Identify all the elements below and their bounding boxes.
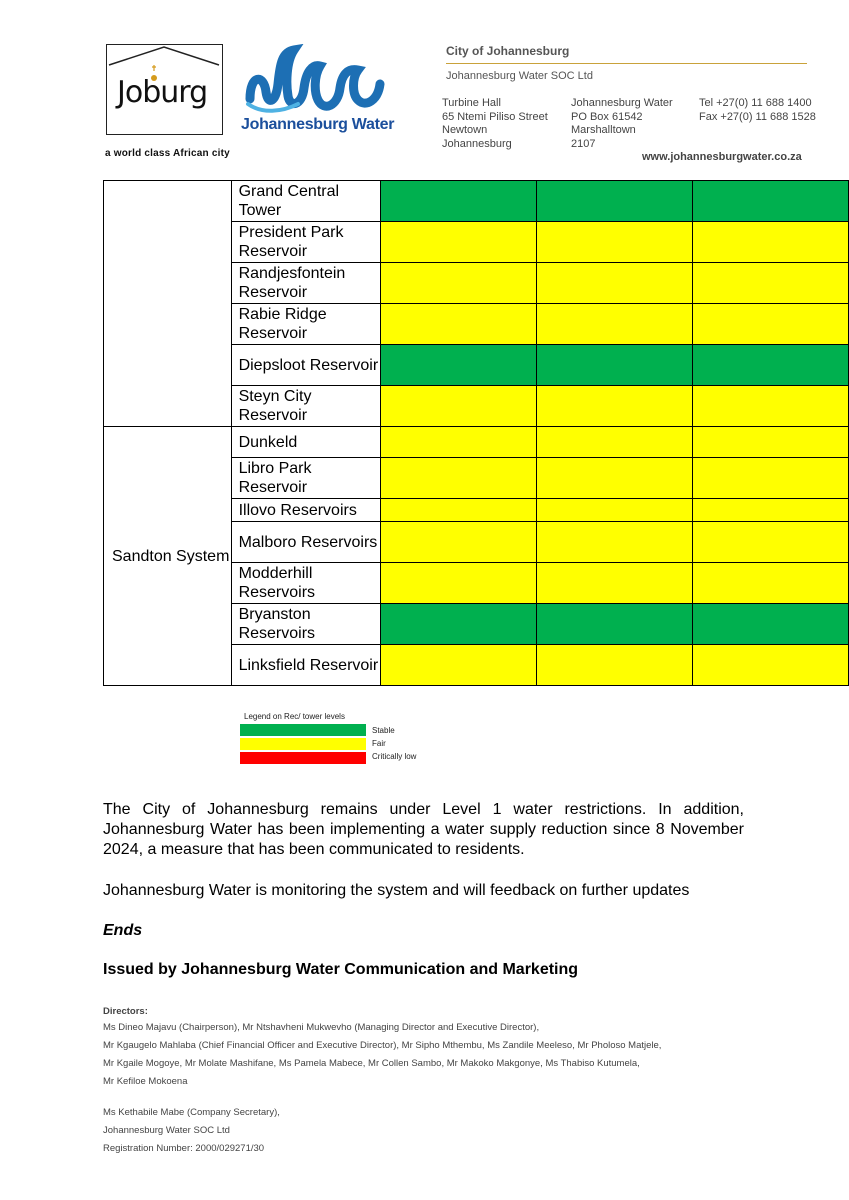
system-name-cell: Sandton System (104, 427, 232, 686)
level-cell-fair (537, 427, 693, 458)
telephone: Tel +27(0) 11 688 1400 (699, 97, 812, 109)
level-cell-fair (693, 222, 849, 263)
city-name: City of Johannesburg (446, 44, 570, 58)
level-cell-stable (537, 604, 693, 645)
directors-title: Directors: (103, 1006, 148, 1017)
level-cell-fair (693, 427, 849, 458)
level-cell-fair (693, 304, 849, 345)
site-name-cell: Modderhill Reservoirs (231, 563, 381, 604)
joburg-logo (106, 44, 223, 135)
level-cell-stable (693, 604, 849, 645)
contact-numbers (699, 97, 816, 124)
legend-label-critical: Critically low (372, 752, 417, 761)
directors-line: Mr Kgaile Mogoye, Mr Molate Mashifane, Ms Pamela Mabece, Mr Collen Sambo, Mr Makoko Makgonye, Ms Thabiso Kutumela, (103, 1058, 640, 1069)
reservoir-levels-table (103, 180, 849, 686)
site-name-cell: Steyn City Reservoir (231, 386, 381, 427)
company-secretary-block (103, 1104, 280, 1158)
directors-line: Ms Dineo Majavu (Chairperson), Mr Ntshavheni Mukwevho (Managing Director and Executive Director), (103, 1022, 540, 1033)
level-cell-fair (381, 427, 537, 458)
issued-by: Issued by Johannesburg Water Communication and Marketing (103, 961, 579, 978)
level-cell-fair (693, 563, 849, 604)
level-cell-fair (537, 263, 693, 304)
level-cell-fair (693, 499, 849, 522)
secretary-line: Johannesburg Water SOC Ltd (103, 1125, 230, 1136)
site-name-cell: President Park Reservoir (231, 222, 381, 263)
level-cell-fair (381, 263, 537, 304)
legend-label-fair: Fair (372, 739, 386, 748)
level-cell-fair (693, 263, 849, 304)
fax: Fax +27(0) 11 688 1528 (699, 110, 816, 123)
table-row (104, 427, 849, 458)
level-cell-stable (537, 345, 693, 386)
level-cell-fair (693, 522, 849, 563)
level-cell-fair (381, 222, 537, 263)
level-cell-stable (537, 181, 693, 222)
address-line: Johannesburg (442, 137, 512, 150)
postal-address (571, 97, 673, 151)
level-cell-fair (693, 386, 849, 427)
joburg-tagline: a world class African city (105, 148, 230, 159)
site-name-cell: Grand Central Tower (231, 181, 381, 222)
site-name-cell: Libro Park Reservoir (231, 458, 381, 499)
level-cell-fair (537, 458, 693, 499)
site-name-cell: Malboro Reservoirs (231, 522, 381, 563)
level-cell-fair (381, 499, 537, 522)
address-line: PO Box 61542 (571, 110, 643, 123)
level-cell-fair (537, 222, 693, 263)
registration-number: Registration Number: 2000/029271/30 (103, 1143, 265, 1154)
directors-line: Mr Kefiloe Mokoena (103, 1076, 188, 1087)
level-cell-fair (381, 458, 537, 499)
legend-swatch-fair (240, 738, 366, 750)
company-name: Johannesburg Water SOC Ltd (446, 70, 593, 82)
restrictions-paragraph: The City of Johannesburg remains under Level 1 water restrictions. In addition, Johannesburg Water has been implementing a water supply reduction since 8 November 2024, a measure that has been communicated to residents. (103, 801, 744, 858)
level-cell-fair (381, 645, 537, 686)
address-line: Marshalltown (571, 124, 636, 136)
legend-title: Legend on Rec/ tower levels (244, 712, 345, 721)
legend-swatch-critical (240, 752, 366, 764)
level-cell-fair (537, 386, 693, 427)
site-name-cell: Diepsloot Reservoir (231, 345, 381, 386)
level-cell-stable (381, 604, 537, 645)
level-cell-fair (537, 304, 693, 345)
johannesburg-water-name: Johannesburg Water (241, 116, 395, 133)
address-line: 65 Ntemi Piliso Street (442, 110, 548, 123)
level-cell-fair (537, 499, 693, 522)
site-name-cell: Dunkeld (231, 427, 381, 458)
site-name-cell: Bryanston Reservoirs (231, 604, 381, 645)
level-cell-fair (537, 522, 693, 563)
level-cell-fair (537, 563, 693, 604)
address-line: Newtown (442, 124, 488, 136)
legend-swatch-stable (240, 724, 366, 736)
header-rule (446, 63, 807, 64)
address-line: Johannesburg Water (571, 97, 673, 109)
site-name-cell: Linksfield Reservoir (231, 645, 381, 686)
monitoring-paragraph: Johannesburg Water is monitoring the system and will feedback on further updates (103, 882, 690, 899)
level-cell-fair (381, 522, 537, 563)
level-cell-fair (381, 304, 537, 345)
directors-line: Mr Kgaugelo Mahlaba (Chief Financial Officer and Executive Director), Mr Sipho Mthembu, Ms Zandile Meeleso, Mr Pholoso Matjele, (103, 1040, 662, 1051)
website-link[interactable]: www.johannesburgwater.co.za (642, 151, 802, 163)
level-cell-fair (381, 386, 537, 427)
level-cell-stable (693, 345, 849, 386)
joburg-wordmark: Joburg (117, 75, 208, 110)
physical-address (442, 97, 548, 151)
ends-marker: Ends (103, 922, 143, 939)
level-cell-stable (693, 181, 849, 222)
address-line: 2107 (571, 137, 596, 150)
system-name-cell (104, 181, 232, 427)
level-cell-fair (381, 563, 537, 604)
directors-list (103, 1019, 763, 1091)
level-cell-fair (693, 645, 849, 686)
site-name-cell: Randjesfontein Reservoir (231, 263, 381, 304)
address-line: Turbine Hall (442, 97, 501, 109)
legend-label-stable: Stable (372, 726, 395, 735)
level-cell-stable (381, 181, 537, 222)
level-cell-stable (381, 345, 537, 386)
secretary-line: Ms Kethabile Mabe (Company Secretary), (103, 1107, 280, 1118)
johannesburg-water-wave-icon (242, 44, 387, 119)
site-name-cell: Illovo Reservoirs (231, 499, 381, 522)
level-cell-fair (537, 645, 693, 686)
level-cell-fair (693, 458, 849, 499)
reservoir-levels-body (104, 181, 849, 686)
table-row (104, 181, 849, 222)
site-name-cell: Rabie Ridge Reservoir (231, 304, 381, 345)
legend (238, 712, 438, 772)
